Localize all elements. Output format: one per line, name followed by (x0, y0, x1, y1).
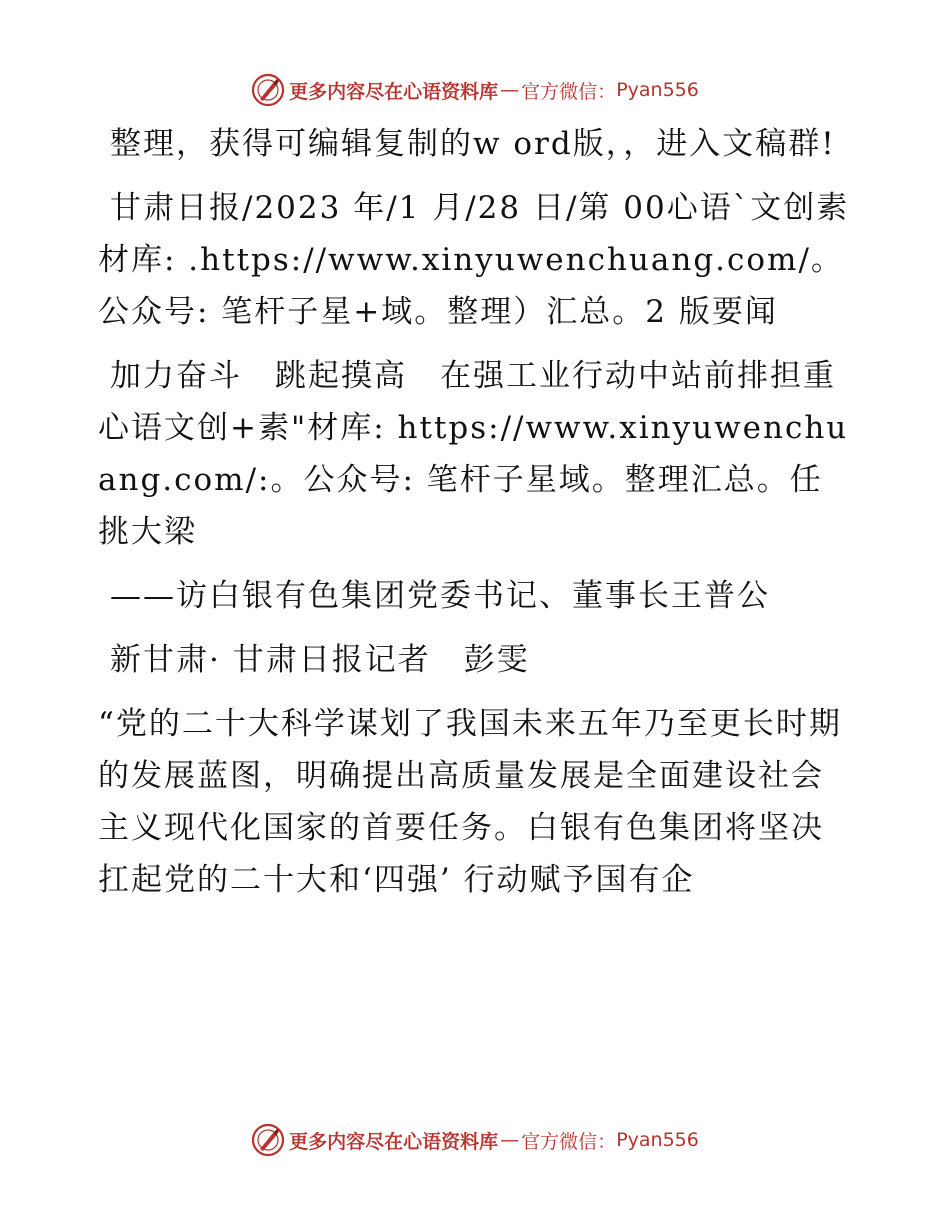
banner-main-text: 更多内容尽在心语资料库 (289, 80, 499, 103)
banner-dash: — (500, 1129, 520, 1151)
banner-wechat-id: Pyan556 (616, 79, 699, 101)
document-body (98, 118, 850, 918)
paragraph-byline: 新甘肃· 甘肃日报记者 彭雯 (110, 642, 530, 678)
paragraph-headline: 加力奋斗 跳起摸高 在强工业行动中站前排担重心语文创+素"材库: https://www.xinyuwenchuang.com/:。公众号: 笔杆子星域。整理汇总。任挑大梁 (98, 358, 849, 550)
paragraph-body: “党的二十大科学谋划了我国未来五年乃至更长时期的发展蓝图，明确提出高质量发展是全面建设社会主义现代化国家的首要任务。白银有色集团将坚决扛起党的二十大和‘四强’ 行动赋予国有企 (98, 706, 842, 898)
footer-watermark-banner (0, 1120, 950, 1160)
banner-sub-text: 官方微信： (521, 80, 617, 103)
banner-sub-text: 官方微信： (521, 1130, 617, 1153)
banner-dash: — (500, 79, 520, 101)
banner-wechat-id: Pyan556 (616, 1129, 699, 1151)
paragraph-source-line: 甘肃日报/2023 年/1 月/28 日/第 00心语`文创素材库: .https://www.xinyuwenchuang.com/。公众号: 笔杆子星+域。整理）汇总。2 版要闻 (98, 190, 850, 330)
paragraph-subtitle: ——访白银有色集团党委书记、董事长王普公 (110, 578, 770, 614)
pen-logo-icon (251, 1123, 285, 1157)
paragraph-intro: 整理，获得可编辑复制的w ord版，，进入文稿群! (110, 126, 836, 162)
pen-logo-icon (251, 73, 285, 107)
banner-main-text: 更多内容尽在心语资料库 (289, 1130, 499, 1153)
header-watermark-banner (0, 70, 950, 110)
